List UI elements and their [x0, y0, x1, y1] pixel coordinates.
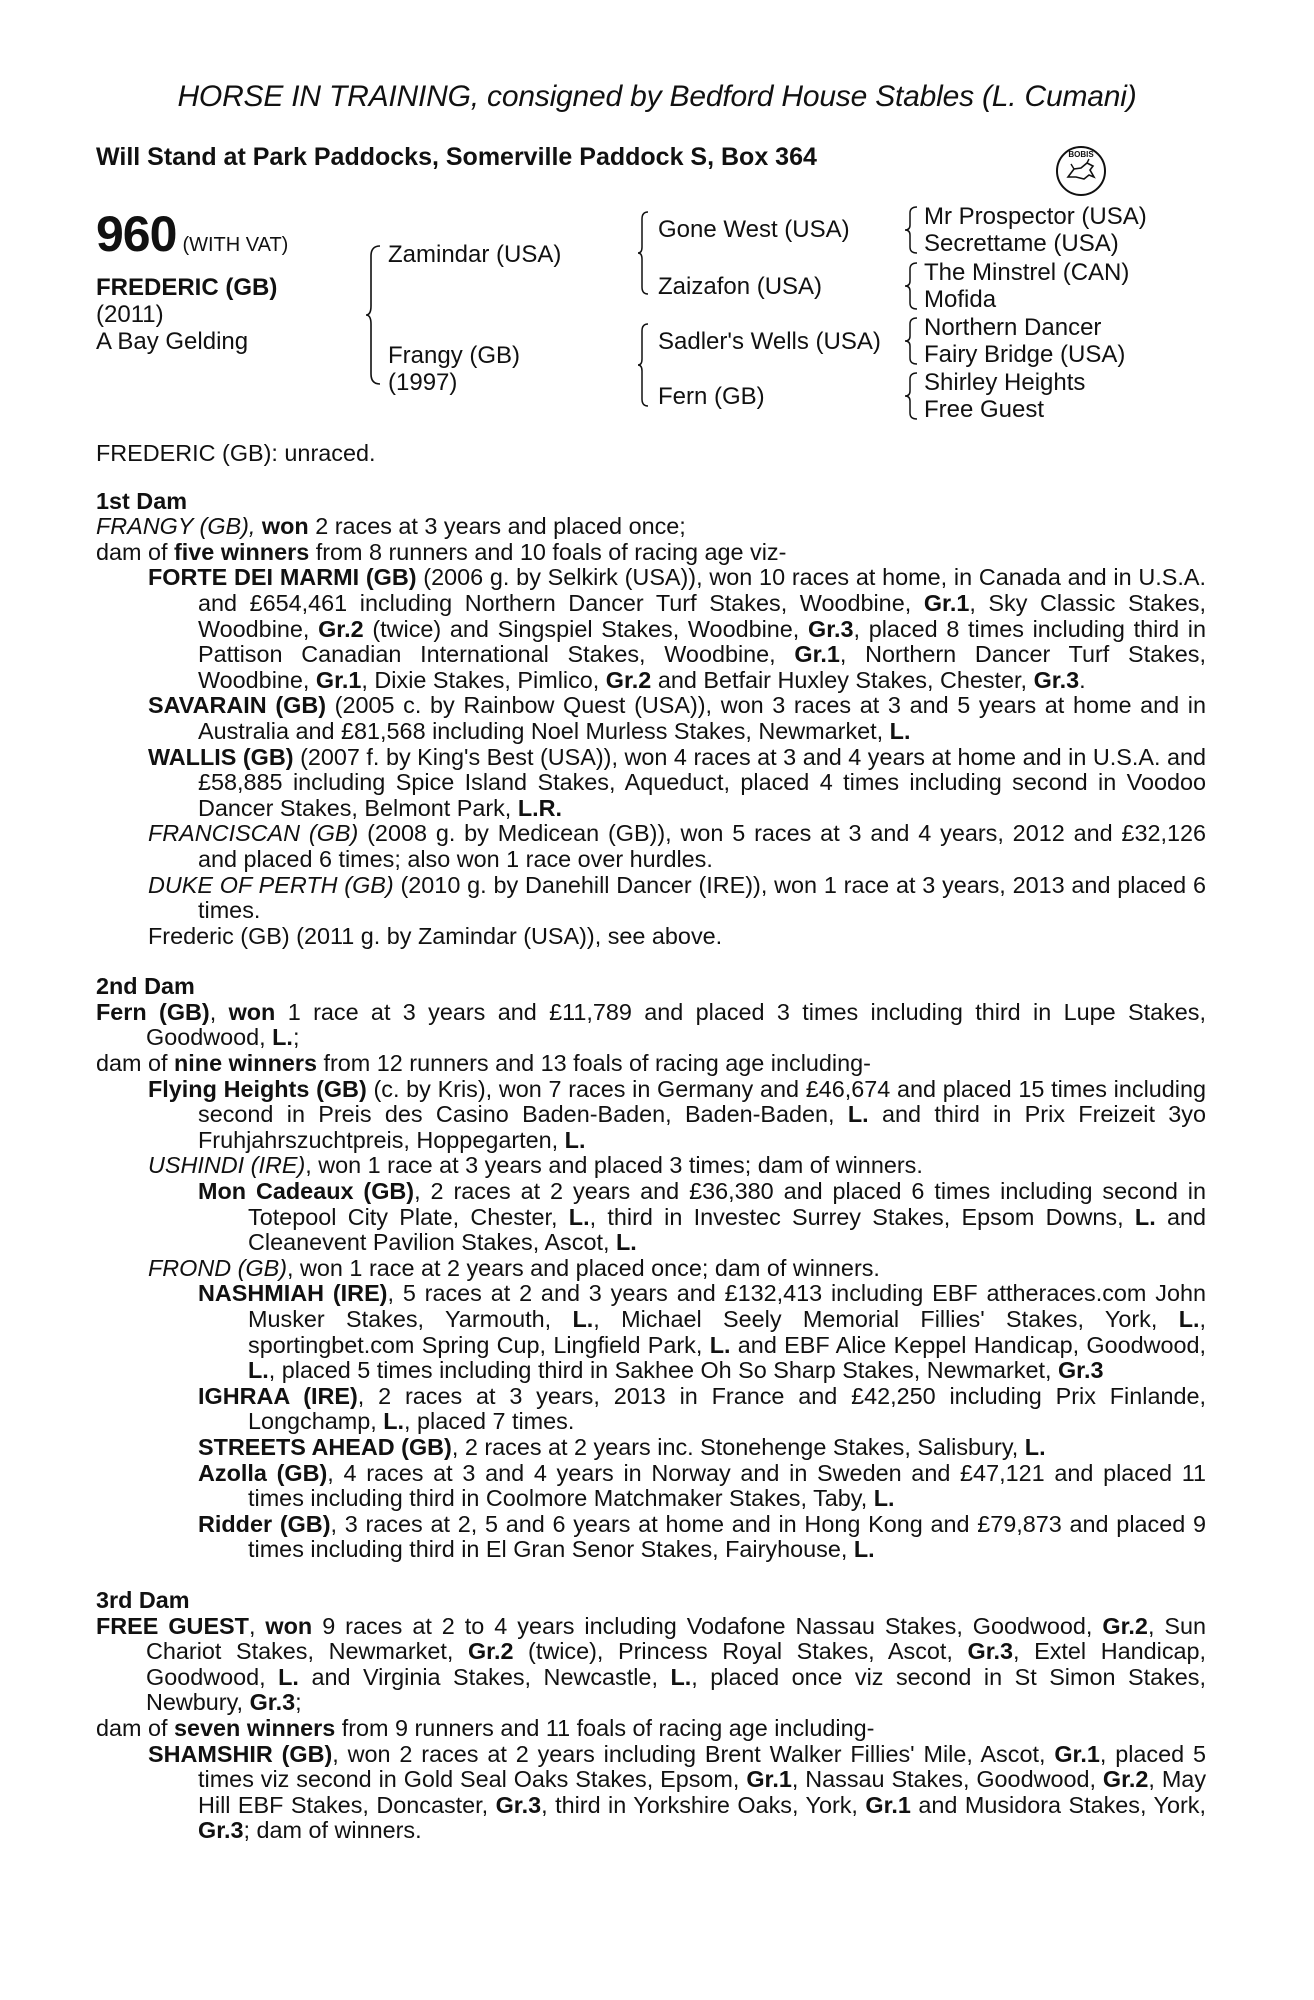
pedigree-sire: Zamindar (USA) [388, 241, 562, 268]
offspring-frederic: Frederic (GB) (2011 g. by Zamindar (USA)), see above. [148, 922, 723, 949]
second-dam-produce-summary: dam of nine winners from 12 runners and 13 foals of racing age including- [96, 1050, 871, 1077]
vat-note: (WITH VAT) [182, 234, 289, 256]
third-dam-produce-summary: dam of seven winners from 9 runners and 11 foals of racing age including- [96, 1714, 875, 1741]
horse-year: (2011) [96, 301, 164, 328]
offspring-mon-cadeaux: Mon Cadeaux (GB), 2 races at 2 years and £36,380 and placed 6 times including second in Totepool City Plate, Chester, L., third in Investec Surrey Stakes, Epsom Downs, L. and Cleanevent Pavilion Stakes, Ascot, L. [198, 1178, 1207, 1256]
pedigree-gen3-5: Northern Dancer [924, 314, 1102, 341]
pedigree-brace-gen3-3 [903, 316, 919, 366]
produce-record [96, 441, 1206, 1844]
offspring-shamshir: SHAMSHIR (GB), won 2 races at 2 years including Brent Walker Fillies' Mile, Ascot, Gr.1, placed 5 times viz second in Gold Seal Oaks Stakes, Epsom, Gr.1, Nassau Stakes, Goodwood, Gr.2, May Hill EBF Stakes, Doncaster, Gr.3, third in Yorkshire Oaks, York, Gr.1 and Musidora Stakes, York, Gr.3; dam of winners. [148, 1740, 1207, 1844]
first-dam-produce-summary: dam of five winners from 8 runners and 10 foals of racing age viz- [96, 538, 787, 565]
pedigree-gen2-3: Sadler's Wells (USA) [658, 328, 881, 355]
pedigree-gen3-6: Fairy Bridge (USA) [924, 341, 1126, 368]
pedigree-gen3-7: Shirley Heights [924, 369, 1086, 396]
third-dam-record: FREE GUEST, won 9 races at 2 to 4 years including Vodafone Nassau Stakes, Goodwood, Gr.2, Sun Chariot Stakes, Newmarket, Gr.2 (twice), Princess Royal Stakes, Ascot, Gr.3, Extel Handicap, Goodwood, L. and Virginia Stakes, Newcastle, L., placed once viz second in St Simon Stakes, Newbury, Gr.3; [96, 1612, 1207, 1716]
offspring-azolla: Azolla (GB), 4 races at 3 and 4 years in Norway and in Sweden and £47,121 and placed 11 times including third in Coolmore Matchmaker Stakes, Taby, L. [198, 1459, 1206, 1512]
pedigree-gen3-4: Mofida [924, 286, 997, 313]
lot-number-line [96, 205, 288, 263]
offspring-savarain: SAVARAIN (GB) (2005 c. by Rainbow Quest (USA)), won 3 races at 3 and 5 years at home and in Australia and £81,568 including Noel Murless Stakes, Newmarket, L. [148, 692, 1206, 744]
offspring-ridder: Ridder (GB), 3 races at 2, 5 and 6 years at home and in Hong Kong and £79,873 and placed 9 times including third in El Gran Senor Stakes, Fairyhouse, L. [198, 1510, 1206, 1563]
pedigree-brace-gen3-1 [903, 205, 919, 255]
first-dam-heading: 1st Dam [96, 487, 188, 514]
offspring-ighraa: IGHRAA (IRE), 2 races at 3 years, 2013 in France and £42,250 including Prix Finlande, Longchamp, L., placed 7 times. [198, 1382, 1206, 1435]
offspring-franciscan: FRANCISCAN (GB) (2008 g. by Medicean (GB)), won 5 races at 3 and 4 years, 2012 and £32,126 and placed 6 times; also won 1 race over hurdles. [148, 820, 1206, 872]
offspring-duke-of-perth: DUKE OF PERTH (GB) (2010 g. by Danehill Dancer (IRE)), won 1 race at 3 years, 2013 and placed 6 times. [148, 871, 1206, 924]
pedigree-dam: Frangy (GB) [388, 342, 521, 369]
race-record: FREDERIC (GB): unraced. [96, 440, 376, 466]
consignor-title: HORSE IN TRAINING, consigned by Bedford House Stables (L. Cumani) [177, 80, 1137, 113]
pedigree-gen3-2: Secrettame (USA) [924, 230, 1119, 257]
horse-name: FREDERIC (GB) [96, 274, 278, 301]
pedigree-brace-gen2-bottom [636, 322, 650, 408]
first-dam-record: FRANGY (GB), won 2 races at 3 years and placed once; [96, 513, 686, 540]
pedigree-gen3-8: Free Guest [924, 396, 1045, 423]
pedigree-gen3-1: Mr Prospector (USA) [924, 203, 1147, 230]
pedigree-gen2-2: Zaizafon (USA) [658, 273, 823, 300]
lot-number: 960 [96, 206, 177, 262]
stand-location: Will Stand at Park Paddocks, Somerville Paddock S, Box 364 [96, 143, 817, 171]
offspring-streets-ahead: STREETS AHEAD (GB), 2 races at 2 years inc. Stonehenge Stakes, Salisbury, L. [198, 1433, 1046, 1460]
second-dam-record: Fern (GB), won 1 race at 3 years and £11,789 and placed 3 times including third in Lupe Stakes, Goodwood, L.; [96, 998, 1207, 1051]
second-dam-heading: 2nd Dam [96, 973, 195, 1000]
horse-description: A Bay Gelding [96, 328, 249, 355]
pedigree-brace-gen2-top [636, 210, 650, 296]
bobis-logo-text: BOBIS [1068, 150, 1094, 159]
pedigree-brace-sire-dam [364, 244, 382, 386]
bobis-logo [1054, 144, 1108, 198]
offspring-flying-heights: Flying Heights (GB) (c. by Kris), won 7 races in Germany and £46,674 and placed 15 times including second in Preis des Casino Baden-Baden, Baden-Baden, L. and third in Prix Freizeit 3yo Fruhjahrszuchtpreis, Hoppegarten, L. [148, 1075, 1207, 1153]
pedigree-gen3-3: The Minstrel (CAN) [924, 259, 1130, 286]
pedigree-brace-gen3-2 [903, 261, 919, 311]
offspring-wallis: WALLIS (GB) (2007 f. by King's Best (USA)), won 4 races at 3 and 4 years at home and in U.S.A. and £58,885 including Spice Island Stakes, Aqueduct, placed 4 times including second in Voodoo Dancer Stakes, Belmont Park, L.R. [148, 743, 1206, 821]
offspring-frond: FROND (GB), won 1 race at 2 years and placed once; dam of winners. [148, 1254, 880, 1281]
pedigree-gen2-4: Fern (GB) [658, 383, 765, 410]
offspring-nashmiah: NASHMIAH (IRE), 5 races at 2 and 3 years and £132,413 including EBF attheraces.com John Musker Stakes, Yarmouth, L., Michael Seely Memorial Fillies' Stakes, York, L., sportingbet.com Spring Cup, Lingfield Park, L. and EBF Alice Keppel Handicap, Goodwood, L., placed 5 times including third in Sakhee Oh So Sharp Stakes, Newmarket, Gr.3 [198, 1280, 1207, 1384]
third-dam-heading: 3rd Dam [96, 1586, 190, 1613]
pedigree-brace-gen3-4 [903, 371, 919, 421]
offspring-ushindi: USHINDI (IRE), won 1 race at 3 years and placed 3 times; dam of winners. [148, 1152, 923, 1179]
pedigree-dam-year: (1997) [388, 369, 458, 396]
offspring-forte-dei-marmi: FORTE DEI MARMI (GB) (2006 g. by Selkirk (USA)), won 10 races at home, in Canada and in U.S.A. and £654,461 including Northern Dancer Turf Stakes, Woodbine, Gr.1, Sky Classic Stakes, Woodbine, Gr.2 (twice) and Singspiel Stakes, Woodbine, Gr.3, placed 8 times including third in Pattison Canadian International Stakes, Woodbine, Gr.1, Northern Dancer Turf Stakes, Woodbine, Gr.1, Dixie Stakes, Pimlico, Gr.2 and Betfair Huxley Stakes, Chester, Gr.3. [148, 564, 1207, 693]
pedigree-gen2-1: Gone West (USA) [658, 216, 850, 243]
